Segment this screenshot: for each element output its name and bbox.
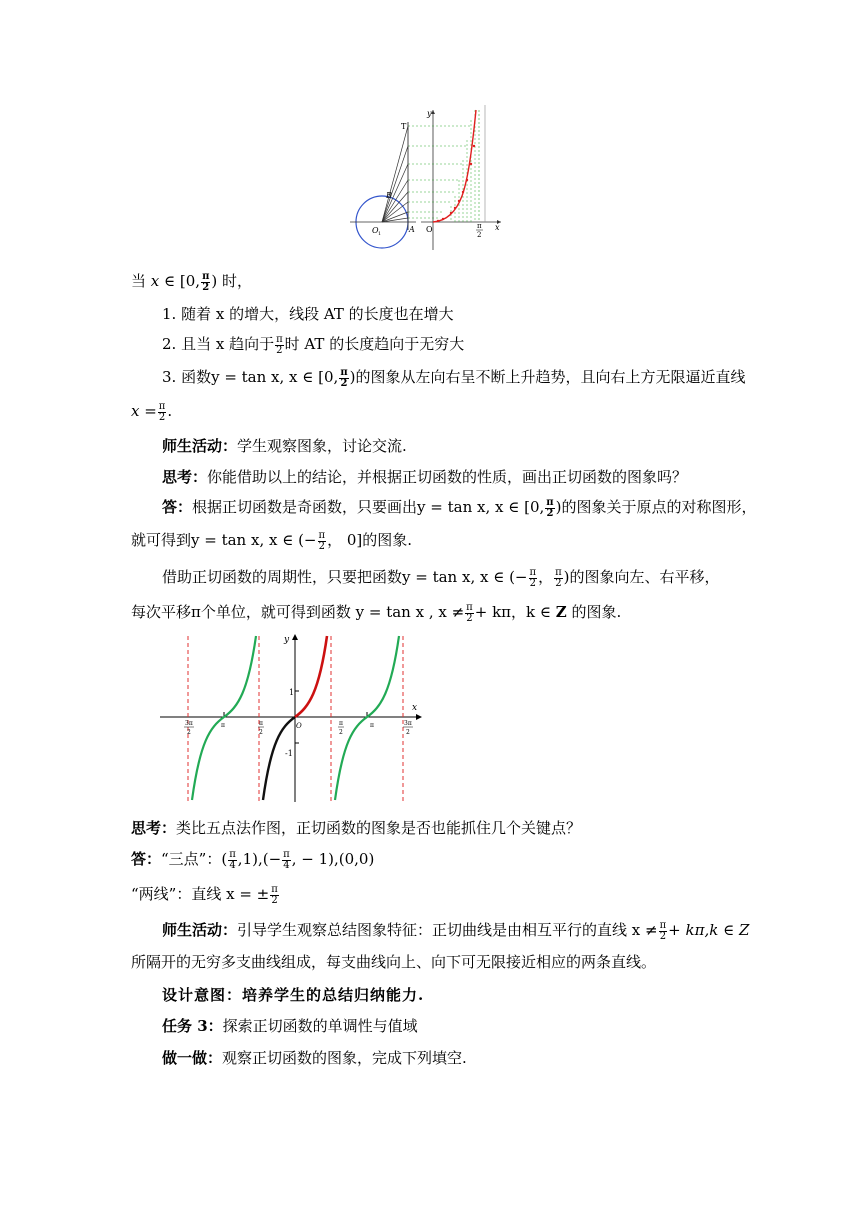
- label-T: T: [401, 122, 407, 131]
- tick-3pi2-num: 3π: [404, 720, 412, 727]
- label-O1-sub: 1: [378, 231, 382, 237]
- origin-label: O: [296, 722, 302, 730]
- label-pi: π: [477, 222, 482, 230]
- axis-label-x: x: [412, 703, 418, 713]
- label-x: x: [495, 223, 500, 232]
- label-B: B: [386, 191, 392, 200]
- label-two: 2: [477, 231, 482, 239]
- point-3: 3. 函数y = tan x, x ∈ [0, $\frac{\pi}{2}$ )的图象从左向右呈不断上升趋势，且向右上方无限逼近直线: [162, 366, 746, 389]
- answer-2-lines: “两线”：直线 x = ± $\frac{\pi}{2}$: [131, 883, 278, 906]
- answer-1-cont: 就可得到y = tan x, x ∈ (− $\frac{\pi}{2}$ ， 0]的图象.: [131, 529, 413, 552]
- tick-neg-3pi2-den: 2: [187, 729, 191, 736]
- think-1: 思考：你能借助以上的结论，并根据正切函数的性质，画出正切函数的图象吗？: [162, 468, 688, 486]
- exercise: 做一做：观察正切函数的图象，完成下列填空.: [162, 1049, 467, 1067]
- think-2: 思考：类比五点法作图，正切函数的图象是否也能抓住几个关键点？: [131, 819, 582, 837]
- activity-1: 师生活动：学生观察图象，讨论交流.: [162, 437, 407, 455]
- tick-neg-pi2-num: π: [259, 720, 263, 727]
- answer-1: 答：根据正切函数是奇函数，只要画出y = tan x, x ∈ [0, $\frac{\pi}{2}$ )的图象关于原点的对称图形，: [162, 496, 757, 519]
- condition-line: 当 x ∈ [0, $\frac{\pi}{2}$ ) 时，: [131, 270, 253, 293]
- tick-neg-pi2-den: 2: [259, 729, 263, 736]
- label-O1: O: [372, 226, 379, 235]
- tick-3pi2-den: 2: [406, 729, 410, 736]
- label-O: O: [426, 225, 433, 234]
- answer-2: 答：“三点”：( $\frac{\pi}{4}$ ,1),(− $\frac{\pi}{4}$ , − 1),(0,0): [131, 848, 375, 871]
- label-A: A: [409, 225, 415, 234]
- design-intent: 设计意图：培养学生的总结归纳能力.: [162, 986, 425, 1004]
- tick-pi2-num: π: [339, 720, 343, 727]
- activity-2-cont: 所隔开的无穷多支曲线组成，每支曲线向上、向下可无限接近相应的两条直线。: [131, 953, 657, 971]
- tick-one: 1: [289, 688, 295, 697]
- axis-label-y: y: [284, 635, 290, 645]
- tick-neg-pi: π: [221, 722, 225, 729]
- tick-neg-3pi2-num: 3π: [185, 720, 193, 727]
- activity-2: 师生活动：引导学生观察总结图象特征：正切曲线是由相互平行的直线 x ≠ $\frac{\pi}{2}$ + kπ,k ∈ Z: [162, 919, 750, 942]
- tick-neg-one: -1: [285, 749, 293, 758]
- task-3: 任务 3：探索正切函数的单调性与值域: [162, 1017, 418, 1035]
- tick-pi: π: [370, 722, 374, 729]
- point-2: 2. 且当 x 趋向于 $\frac{\pi}{2}$ 时 AT 的长度趋向于无穷大: [162, 333, 465, 356]
- tangent-graph-figure: [158, 632, 428, 804]
- label-y: y: [427, 109, 432, 118]
- tick-pi2-den: 2: [339, 729, 343, 736]
- periodicity-line: 借助正切函数的周期性，只要把函数y = tan x, x ∈ (− $\frac{\pi}{2}$ ， $\frac{\pi}{2}$ )的图象向左、右平移，: [162, 566, 720, 589]
- periodicity-line-cont: 每次平移π个单位，就可得到函数 y = tan x , x ≠ $\frac{\pi}{2}$ + kπ，k ∈ Z 的图象.: [131, 601, 622, 624]
- point-3-cont: x = $\frac{\pi}{2}$ .: [131, 400, 173, 423]
- unit-circle-tangent-figure: [346, 100, 510, 260]
- point-1: 1. 随着 x 的增大，线段 AT 的长度也在增大: [162, 305, 454, 323]
